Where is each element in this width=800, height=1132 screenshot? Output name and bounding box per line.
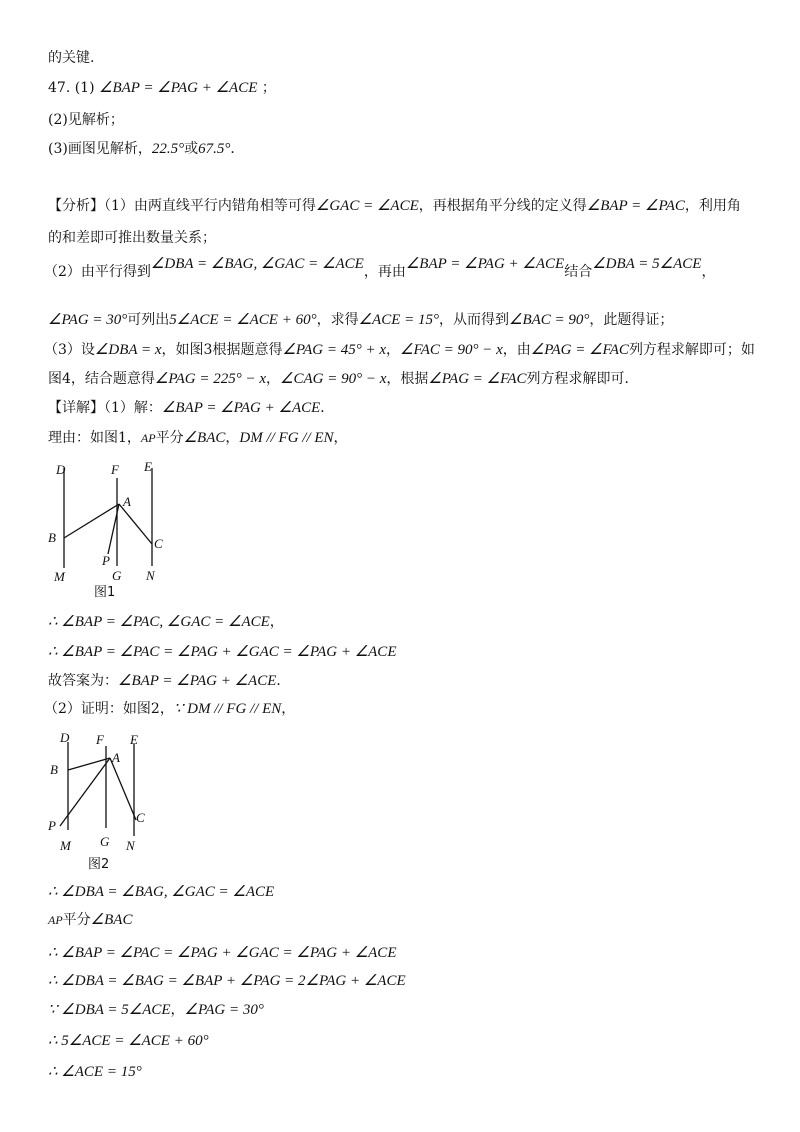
- answer-2: (2)见解析；: [48, 112, 124, 128]
- svg-text:P: P: [102, 553, 110, 568]
- figure-1: [44, 456, 174, 606]
- analysis-line-2: 的和差即可推出数量关系；: [48, 230, 216, 246]
- detail-line-6: （2）证明：如图2，∵ DM // FG // EN，: [44, 701, 296, 717]
- svg-text:F: F: [96, 732, 104, 747]
- svg-text:图2: 图2: [88, 857, 110, 872]
- svg-text:N: N: [146, 568, 155, 583]
- svg-text:C: C: [136, 810, 145, 825]
- detail-line-5: 故答案为：∠BAP = ∠PAG + ∠ACE．: [48, 673, 291, 689]
- svg-text:图1: 图1: [94, 585, 116, 600]
- detail-line-8: AP平分∠BAC: [48, 912, 133, 928]
- text-line: 的关键.: [48, 50, 95, 66]
- svg-text:M: M: [60, 838, 71, 853]
- svg-text:N: N: [126, 838, 135, 853]
- detail-line-13: ∴ ∠ACE = 15°: [48, 1064, 142, 1080]
- detail-line-3: ∴ ∠BAP = ∠PAC, ∠GAC = ∠ACE，: [48, 614, 284, 630]
- svg-text:M: M: [54, 569, 65, 584]
- detail-line-7: ∴ ∠DBA = ∠BAG, ∠GAC = ∠ACE: [48, 884, 275, 900]
- figure-2: [44, 726, 174, 876]
- analysis-line-3: （2）由平行得到∠DBA = ∠BAG, ∠GAC = ∠ACE，再由∠BAP = ∠PAG + ∠ACE结合∠DBA = 5∠ACE，: [44, 256, 716, 280]
- detail-line-12: ∴ 5∠ACE = ∠ACE + 60°: [48, 1033, 209, 1049]
- svg-text:G: G: [112, 568, 122, 583]
- segment-ba: [64, 504, 119, 538]
- svg-text:G: G: [100, 834, 110, 849]
- detail-line-11: ∵ ∠DBA = 5∠ACE，∠PAG = 30°: [48, 1002, 264, 1018]
- answer-3: (3)画图见解析，22.5°或67.5°．: [48, 141, 245, 157]
- analysis-line-5: （3）设∠DBA = x，如图3根据题意得∠PAG = 45° + x，∠FAC = 90° − x，由∠PAG = ∠FAC列方程求解即可；如: [44, 342, 755, 358]
- svg-text:E: E: [130, 732, 138, 747]
- svg-text:E: E: [144, 459, 152, 474]
- segment-ac: [119, 504, 152, 544]
- svg-text:F: F: [111, 462, 119, 477]
- svg-text:P: P: [48, 818, 56, 833]
- answer-1: 47. (1) ∠BAP = ∠PAG + ∠ACE ；: [48, 80, 276, 96]
- analysis-line-4: ∠PAG = 30°可列出5∠ACE = ∠ACE + 60°，求得∠ACE = 15°，从而得到∠BAC = 90°，此题得证；: [48, 312, 674, 328]
- detail-line-9: ∴ ∠BAP = ∠PAC = ∠PAG + ∠GAC = ∠PAG + ∠ACE: [48, 945, 397, 961]
- analysis-line-6: 图4，结合题意得∠PAG = 225° − x，∠CAG = 90° − x，根据∠PAG = ∠FAC列方程求解即可．: [48, 371, 639, 387]
- segment-ac: [110, 758, 136, 820]
- segment-ba: [68, 758, 110, 770]
- svg-text:A: A: [123, 494, 131, 509]
- svg-text:C: C: [154, 536, 163, 551]
- svg-text:D: D: [56, 462, 66, 477]
- detail-line-4: ∴ ∠BAP = ∠PAC = ∠PAG + ∠GAC = ∠PAG + ∠ACE: [48, 644, 397, 660]
- analysis-line-1: 【分析】（1）由两直线平行内错角相等可得∠GAC = ∠ACE，再根据角平分线的定义得∠BAP = ∠PAC，利用角: [48, 198, 741, 214]
- detail-line-10: ∴ ∠DBA = ∠BAG = ∠BAP + ∠PAG = 2∠PAG + ∠ACE: [48, 973, 406, 989]
- svg-text:A: A: [112, 750, 120, 765]
- svg-text:D: D: [60, 730, 70, 745]
- detail-line-1: 【详解】（1）解：∠BAP = ∠PAG + ∠ACE．: [48, 400, 335, 416]
- svg-text:B: B: [48, 530, 56, 545]
- detail-line-2: 理由：如图1，AP平分∠BAC，DM // FG // EN，: [48, 430, 348, 446]
- svg-text:B: B: [50, 762, 58, 777]
